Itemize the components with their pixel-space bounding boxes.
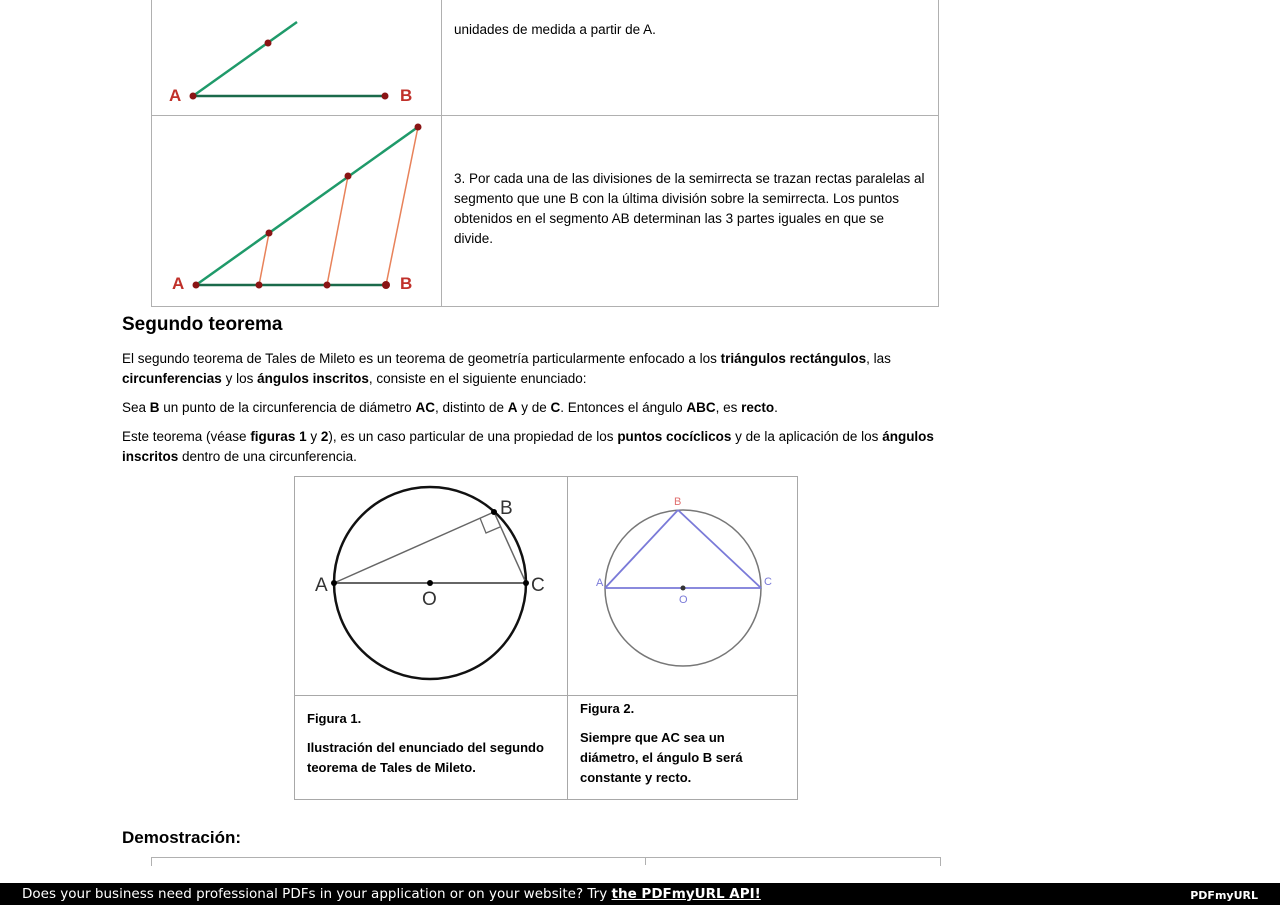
label-a: A — [172, 274, 185, 293]
step2-figure-cell — [152, 0, 442, 116]
svg-text:A: A — [315, 575, 328, 596]
paragraph-reference: Este teorema (véase figuras 1 y 2), es un caso particular de una propiedad de los puntos cocíclicos y de la aplicación de los ángulos inscritos dentro de una circunferencia. — [122, 429, 934, 464]
figure-1-cell — [295, 477, 568, 696]
svg-text:C: C — [764, 576, 772, 588]
figure-2-diagram — [568, 477, 797, 690]
step3-text-cell — [442, 116, 939, 307]
parallel-line-2 — [327, 176, 348, 285]
next-table-edge — [151, 857, 941, 866]
label-b: B — [400, 274, 413, 293]
step2-text-cell — [442, 0, 939, 116]
svg-text:A: A — [596, 577, 604, 589]
parallel-line-3 — [386, 127, 418, 285]
step3-figure-cell — [152, 116, 442, 307]
step3-diagram — [152, 116, 441, 301]
step3-text: 3. Por cada una de las divisiones de la semirrecta se trazan rectas paralelas al segmento que une B con la última división sobre la semirrecta. Los puntos obtenidos en el segmento AB determinan las 3 partes iguales en que se divide. — [454, 171, 925, 246]
figures-table — [294, 476, 798, 800]
figure-1-caption: Ilustración del enunciado del segundo teorema de Tales de Mileto. — [307, 740, 544, 775]
figure-2-title: Figura 2. — [580, 701, 635, 716]
figure-1-caption-cell — [295, 696, 568, 800]
paragraph-statement: Sea B un punto de la circunferencia de diámetro AC, distinto de A y de C. Entonces el ángulo ABC, es recto. — [122, 400, 778, 415]
pdfmyurl-logo[interactable]: PDFmyURL — [1190, 889, 1258, 902]
next-table-divider — [645, 857, 646, 865]
figure-1-title: Figura 1. — [307, 711, 362, 726]
promo-banner — [0, 883, 1280, 905]
division-point — [265, 40, 272, 47]
figure-2-caption-cell — [568, 696, 798, 800]
svg-text:B: B — [500, 498, 513, 519]
step2-diagram — [152, 0, 441, 110]
svg-text:C: C — [531, 575, 545, 596]
point-a — [190, 93, 197, 100]
svg-text:O: O — [679, 594, 688, 606]
construction-steps-table — [151, 0, 939, 307]
point-b — [382, 93, 389, 100]
label-a: A — [169, 86, 182, 105]
demo-title: Demostración: — [122, 828, 242, 847]
step2-text: unidades de medida a partir de A. — [454, 22, 656, 37]
parallel-line-1 — [259, 233, 269, 285]
figure-1-diagram — [295, 477, 567, 690]
section-title: Segundo teorema — [122, 314, 283, 335]
figure-2-caption: Siempre que AC sea un diámetro, el ángulo B será constante y recto. — [580, 730, 743, 785]
banner-message: Does your business need professional PDFs in your application or on your website? Try the PDFmyURL API! — [22, 886, 761, 902]
label-b: B — [400, 86, 413, 105]
svg-text:O: O — [422, 589, 437, 610]
api-link[interactable]: the PDFmyURL API! — [611, 886, 761, 902]
paragraph-intro: El segundo teorema de Tales de Mileto es un teorema de geometría particularmente enfocado a los triángulos rectángulos, las circunferencias y los ángulos inscritos, consiste en el siguiente enunciado: — [122, 351, 891, 386]
svg-text:B: B — [674, 496, 682, 508]
figure-2-cell — [568, 477, 798, 696]
